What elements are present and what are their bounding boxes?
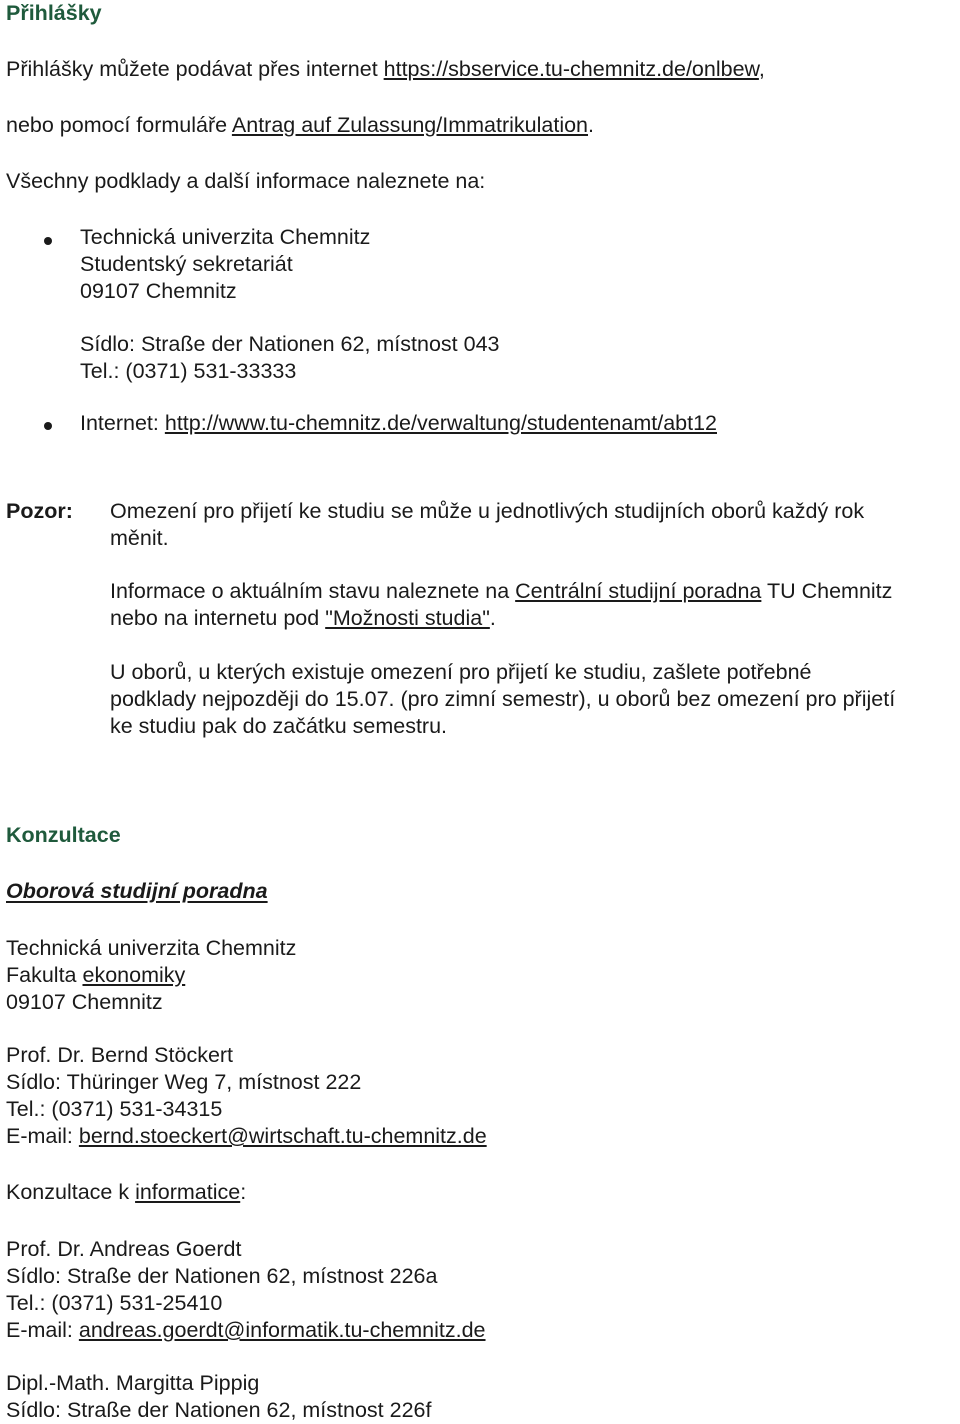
contact1-tel: Tel.: (0371) 531-34315 — [6, 1097, 223, 1121]
consult-informatics-line: Konzultace k informatice: — [6, 1180, 247, 1204]
apply-form-text: nebo pomocí formuláře Antrag auf Zulassung/Immatrikulation. — [6, 113, 594, 137]
contact2-name: Prof. Dr. Andreas Goerdt — [6, 1237, 242, 1261]
section-title-prihlasky: Přihlášky — [6, 1, 102, 25]
antrag-link[interactable]: Antrag auf Zulassung/Immatrikulation — [231, 113, 589, 137]
org-name: Technická univerzita Chemnitz — [6, 936, 297, 960]
pozor-p2-line2: nebo na internetu pod "Možnosti studia". — [110, 606, 496, 630]
contact1-name: Prof. Dr. Bernd Stöckert — [6, 1043, 234, 1067]
pozor-label: Pozor: — [6, 499, 73, 523]
pozor-p3-line3: ke studiu pak do začátku semestru. — [110, 714, 448, 738]
org-city: 09107 Chemnitz — [6, 990, 163, 1014]
centralni-poradna-link[interactable]: Centrální studijní poradna — [515, 579, 762, 603]
internet-line: Internet: http://www.tu-chemnitz.de/verwaltung/studentenamt/abt12 — [80, 411, 717, 435]
ekonomiky-link[interactable]: ekonomiky — [82, 963, 186, 987]
contact2-tel: Tel.: (0371) 531-25410 — [6, 1291, 223, 1315]
address-city: 09107 Chemnitz — [80, 279, 237, 303]
section-title-konzultace: Konzultace — [6, 823, 121, 847]
contact2-email-line: E-mail: andreas.goerdt@informatik.tu-chemnitz.de — [6, 1318, 486, 1342]
contact3-name: Dipl.-Math. Margitta Pippig — [6, 1371, 260, 1395]
bullet-icon — [44, 422, 52, 430]
apply-online-text: Přihlášky můžete podávat přes internet https://sbservice.tu-chemnitz.de/onlbew, — [6, 57, 765, 81]
info-intro-text: Všechny podklady a další informace naleznete na: — [6, 169, 486, 193]
contact2-seat: Sídlo: Straße der Nationen 62, místnost 226a — [6, 1264, 438, 1288]
pozor-p2-line1: Informace o aktuálním stavu naleznete na Centrální studijní poradna TU Chemnitz — [110, 579, 893, 603]
studentenamt-link[interactable]: http://www.tu-chemnitz.de/verwaltung/studentenamt/abt12 — [164, 411, 717, 435]
address-seat: Sídlo: Straße der Nationen 62, místnost 043 — [80, 332, 500, 356]
onlbew-link[interactable]: https://sbservice.tu-chemnitz.de/onlbew — [383, 57, 759, 81]
contact1-seat: Sídlo: Thüringer Weg 7, místnost 222 — [6, 1070, 362, 1094]
pozor-p1-line1: Omezení pro přijetí ke studiu se může u jednotlivých studijních oborů každý rok — [110, 499, 865, 523]
pozor-p3-line2: podklady nejpozději do 15.07. (pro zimní semestr), u oborů bez omezení pro přijetí — [110, 687, 896, 711]
address-dept: Studentský sekretariát — [80, 252, 293, 276]
email-stoeckert-link[interactable]: bernd.stoeckert@wirtschaft.tu-chemnitz.de — [78, 1124, 487, 1148]
section-subtitle: Oborová studijní poradna — [6, 879, 268, 903]
informatice-link[interactable]: informatice — [135, 1180, 241, 1204]
address-tel: Tel.: (0371) 531-33333 — [80, 359, 297, 383]
pozor-p3-line1: U oborů, u kterých existuje omezení pro přijetí ke studiu, zašlete potřebné — [110, 660, 812, 684]
contact3-seat: Sídlo: Straße der Nationen 62, místnost 226f — [6, 1398, 432, 1422]
address-name: Technická univerzita Chemnitz — [80, 225, 371, 249]
faculty-line: Fakulta ekonomiky — [6, 963, 186, 987]
moznosti-studia-link[interactable]: "Možnosti studia" — [325, 606, 490, 630]
bullet-icon — [44, 237, 52, 245]
contact1-email-line: E-mail: bernd.stoeckert@wirtschaft.tu-chemnitz.de — [6, 1124, 487, 1148]
pozor-p1-line2: měnit. — [110, 526, 169, 550]
email-goerdt-link[interactable]: andreas.goerdt@informatik.tu-chemnitz.de — [78, 1318, 486, 1342]
